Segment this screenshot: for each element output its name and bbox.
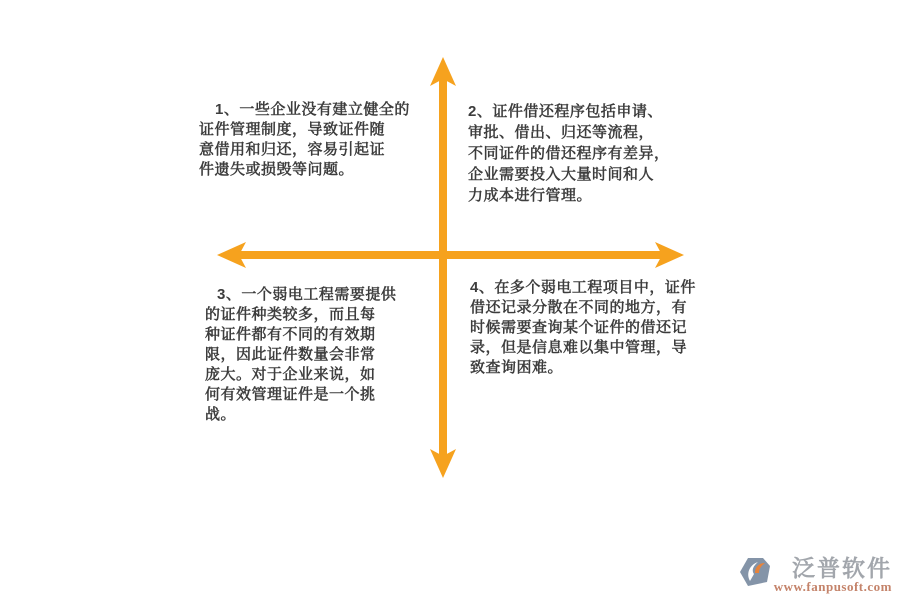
text-line: 时候需要查询某个证件的借还记 [470, 319, 688, 336]
quadrant-3-text [205, 285, 396, 425]
fanpu-logo-icon [738, 557, 772, 589]
text-line: 意借用和归还，容易引起证 [199, 141, 386, 158]
text-line: 种证件都有不同的有效期 [205, 326, 376, 343]
text-line: 1、一些企业没有建立健全的 [215, 101, 410, 118]
brand-name: 泛普软件 [792, 555, 892, 581]
brand-footer [738, 557, 892, 594]
text-line: 限，因此证件数量会非常 [205, 346, 376, 363]
text-line: 企业需要投入大量时间和人 [468, 166, 655, 183]
quadrant-4-text [470, 278, 696, 378]
text-line: 录，但是信息难以集中管理，导 [470, 339, 688, 356]
text-line: 何有效管理证件是一个挑 [205, 386, 376, 403]
brand-url: www.fanpusoft.com [773, 579, 892, 594]
text-line: 4、在多个弱电工程项目中，证件 [470, 279, 696, 296]
text-line: 不同证件的借还程序有差异， [468, 145, 670, 162]
text-line: 庞大。对于企业来说，如 [205, 366, 376, 383]
text-line: 借还记录分散在不同的地方，有 [470, 299, 688, 316]
text-line: 3、一个弱电工程需要提供 [217, 286, 397, 303]
text-line: 审批、借出、归还等流程， [468, 124, 655, 141]
text-line: 的证件种类较多，而且每 [205, 306, 376, 323]
quadrant-2-text [468, 101, 670, 206]
text-line: 2、证件借还程序包括申请、 [468, 103, 663, 120]
text-line: 战。 [205, 406, 237, 423]
text-line: 致查询困难。 [470, 359, 564, 376]
text-line: 证件管理制度，导致证件随 [199, 121, 386, 138]
text-line: 力成本进行管理。 [468, 187, 593, 204]
text-line: 件遗失或损毁等问题。 [199, 161, 355, 178]
quadrant-1-text [199, 100, 410, 180]
